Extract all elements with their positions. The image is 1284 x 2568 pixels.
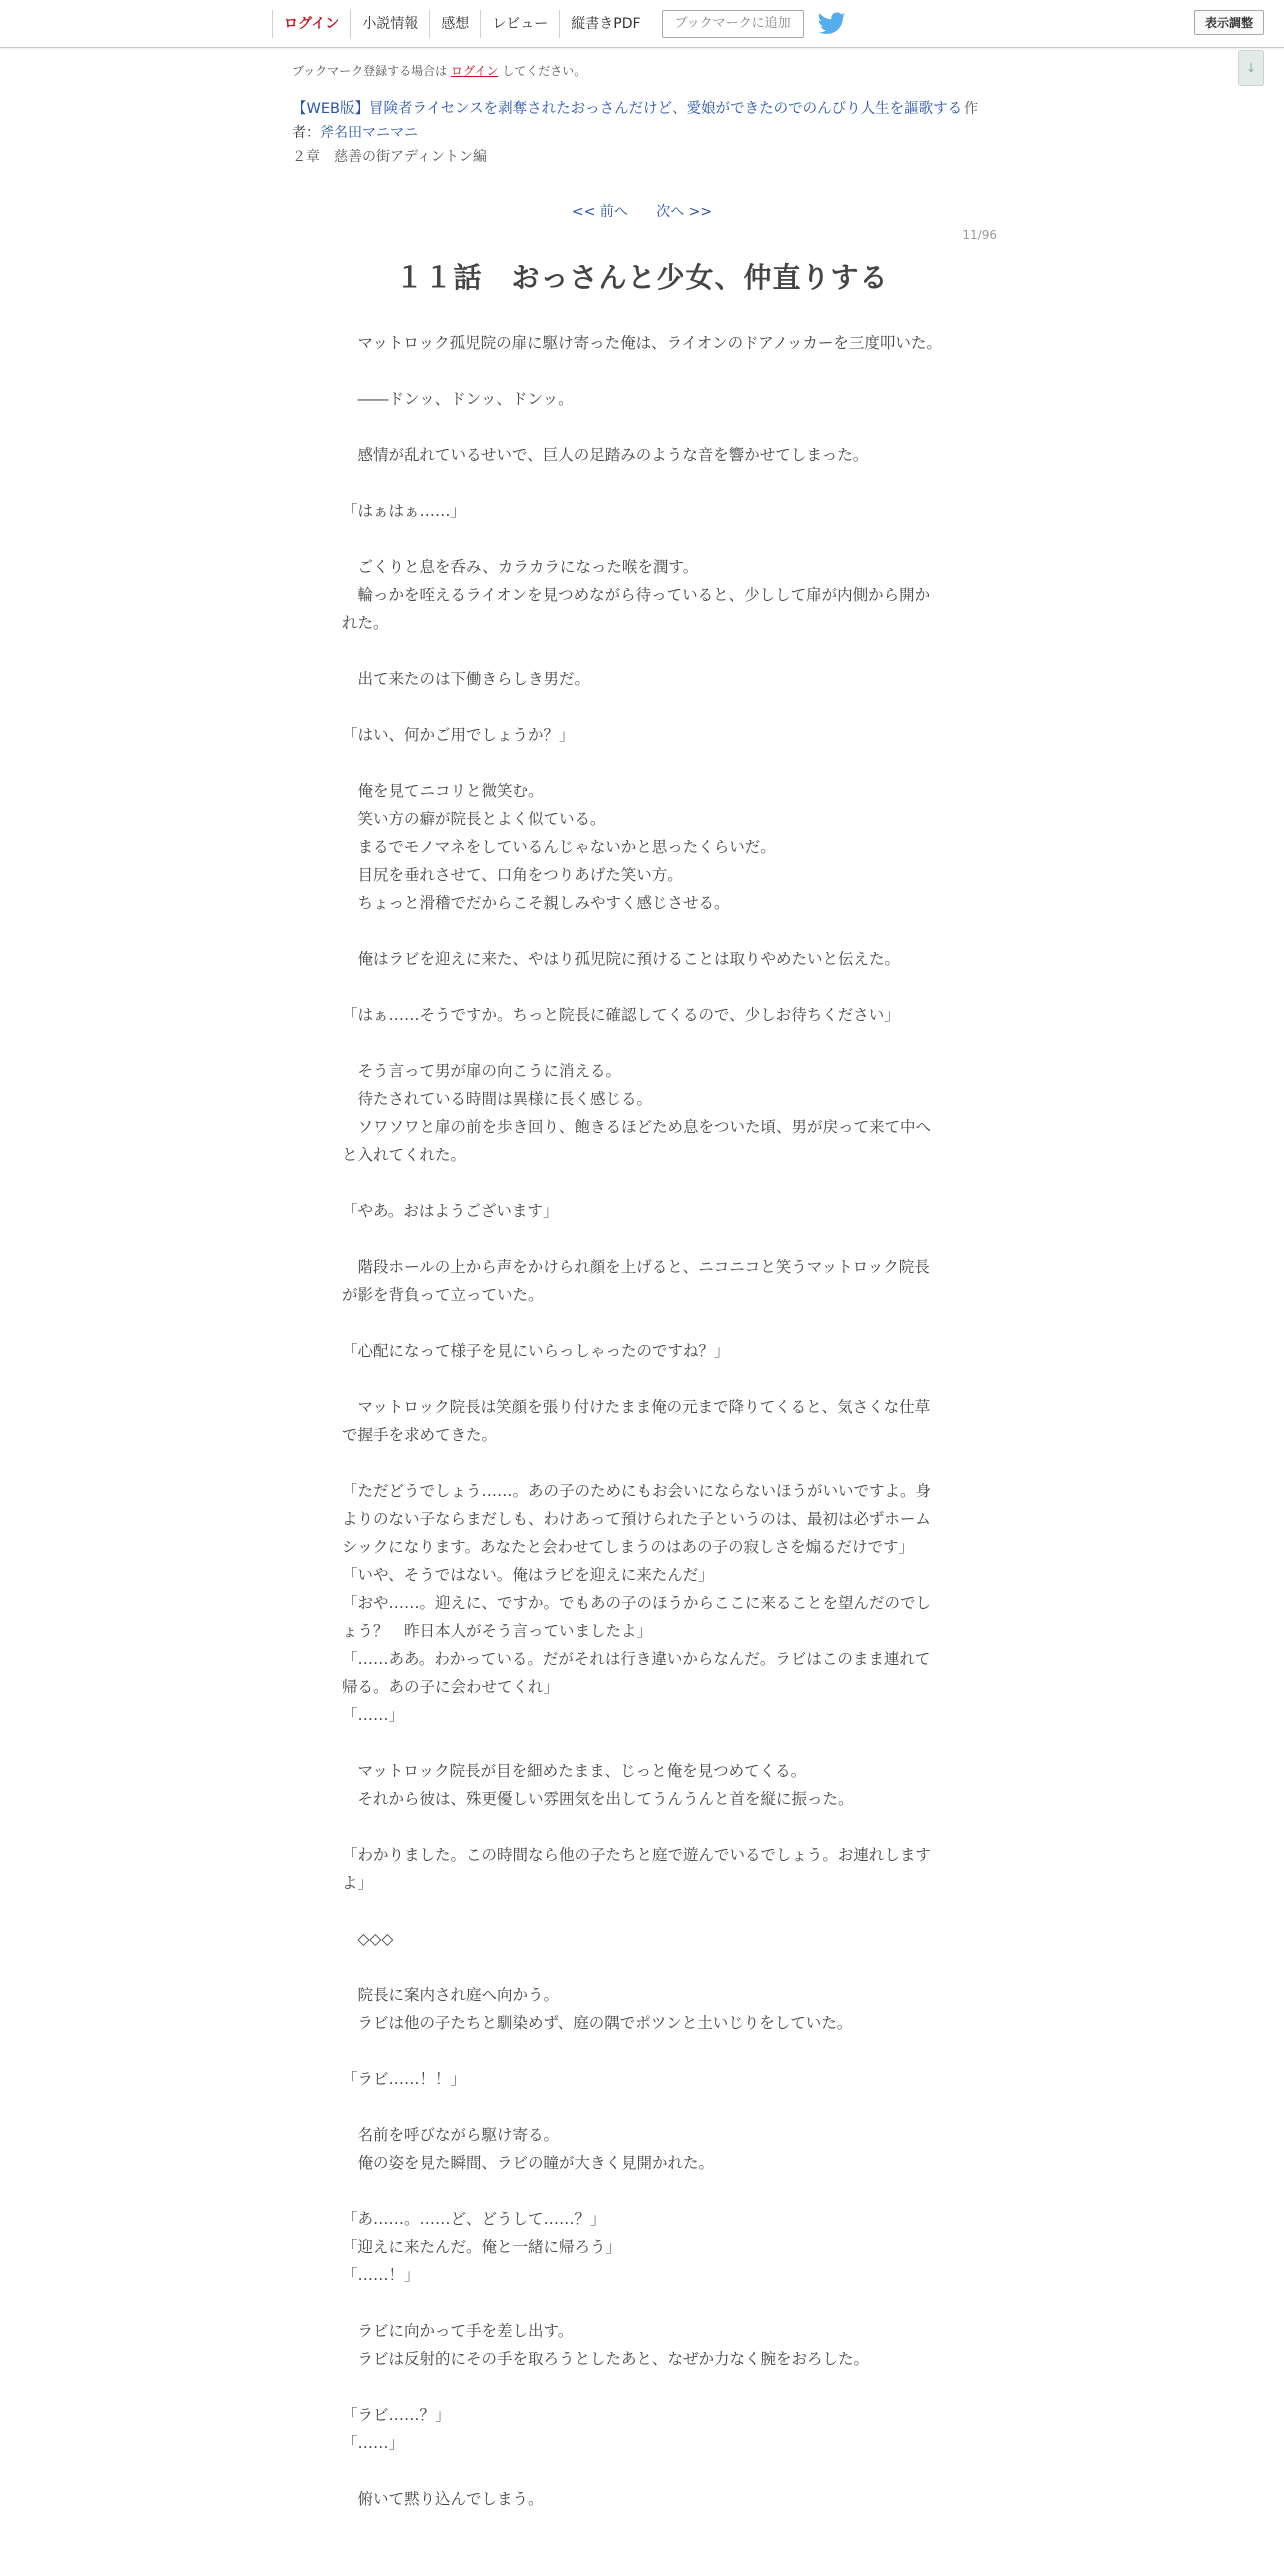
body-paragraph: [342, 2037, 942, 2065]
body-paragraph: 「心配になって様子を見にいらっしゃったのですね？」: [342, 1342, 730, 1360]
bookmark-button[interactable]: ブックマークに追加: [662, 10, 804, 38]
body-paragraph: ごくりと息を呑み、カラカラになった喉を潤す。: [342, 558, 699, 576]
body-paragraph: 「……ああ。わかっている。だがそれは行き違いからなんだ。ラビはこのまま連れて帰る。あの子に会わせてくれ」: [342, 1650, 931, 1696]
body-paragraph: ラビに向かって手を差し出す。: [342, 2322, 574, 2340]
body-paragraph: マットロック院長が目を細めたまま、じっと俺を見つめてくる。: [342, 1762, 807, 1780]
body-paragraph: [342, 2177, 942, 2205]
twitter-bird-icon[interactable]: [818, 12, 846, 36]
body-paragraph: 「……！」: [342, 2266, 420, 2284]
body-paragraph: 「はい、何かご用でしょうか？」: [342, 726, 575, 744]
author-link[interactable]: 斧名田マニマニ: [320, 125, 418, 141]
body-paragraph: 俺はラビを迎えに来た、やはり孤児院に預けることは取りやめたいと伝えた。: [342, 950, 901, 968]
body-paragraph: 「いや、そうではない。俺はラビを迎えに来たんだ」: [342, 1566, 714, 1584]
body-paragraph: [342, 1225, 942, 1253]
body-paragraph: [342, 693, 942, 721]
body-paragraph: 「はぁはぁ……」: [342, 502, 467, 520]
body-paragraph: まるでモノマネをしているんじゃないかと思ったくらいだ。: [342, 838, 776, 856]
prev-episode-link[interactable]: << 前へ: [571, 204, 628, 220]
body-paragraph: ラビは他の子たちと馴染めず、庭の隅でポツンと土いじりをしていた。: [342, 2014, 853, 2032]
body-paragraph: 階段ホールの上から声をかけられ顔を上げると、ニコニコと笑うマットロック院長が影を背負って立っていた。: [342, 1258, 930, 1304]
bookmark-login-notice: [292, 62, 586, 79]
nav-list: [272, 8, 846, 40]
body-paragraph: [342, 973, 942, 1001]
body-paragraph: 「やあ。おはようございます」: [342, 1202, 559, 1220]
body-paragraph: 俺の姿を見た瞬間、ラビの瞳が大きく見開かれた。: [342, 2154, 715, 2172]
next-episode-link[interactable]: 次へ >>: [656, 204, 713, 220]
body-paragraph: 「わかりました。この時間なら他の子たちと庭で遊んでいるでしょう。お連れしますよ」: [342, 1846, 931, 1892]
notice-login-link[interactable]: ログイン: [450, 64, 499, 78]
nav-login-link[interactable]: ログイン: [272, 10, 350, 38]
body-paragraph: [342, 1813, 942, 1841]
body-paragraph: ◇◇◇: [342, 1930, 394, 1948]
body-paragraph: 俺を見てニコリと微笑む。: [342, 782, 544, 800]
body-paragraph: 「ラビ……！！」: [342, 2070, 467, 2088]
body-paragraph: マットロック孤児院の扉に駆け寄った俺は、ライオンのドアノッカーを三度叩いた。: [342, 334, 942, 352]
body-paragraph: そう言って男が扉の向こうに消える。: [342, 1062, 622, 1080]
body-paragraph: ラビは反射的にその手を取ろうとしたあと、なぜか力なく腕をおろした。: [342, 2350, 870, 2368]
body-paragraph: [342, 1953, 942, 1981]
body-paragraph: [342, 917, 942, 945]
body-paragraph: ちょっと滑稽でだからこそ親しみやすく感じさせる。: [342, 894, 730, 912]
episode-count: 11/96: [962, 228, 997, 242]
body-paragraph: 俯いて黙り込んでしまう。: [342, 2490, 544, 2508]
body-paragraph: [342, 2093, 942, 2121]
body-paragraph: [342, 357, 942, 385]
body-paragraph: 笑い方の癖が院長とよく似ている。: [342, 810, 606, 828]
episode-pager: [0, 201, 1284, 221]
body-paragraph: 目尻を垂れさせて、口角をつりあげた笑い方。: [342, 866, 683, 884]
body-paragraph: 「ラビ……？」: [342, 2406, 451, 2424]
body-paragraph: [342, 2457, 942, 2485]
top-nav-bar: [0, 0, 1284, 48]
nav-vertical-pdf-link[interactable]: 縦書きPDF: [559, 10, 651, 38]
body-paragraph: [342, 413, 942, 441]
body-paragraph: [342, 1029, 942, 1057]
body-paragraph: [342, 637, 942, 665]
body-paragraph: [342, 1169, 942, 1197]
nav-impressions-link[interactable]: 感想: [429, 10, 480, 38]
body-paragraph: [342, 1449, 942, 1477]
body-paragraph: [342, 749, 942, 777]
body-paragraph: [342, 1897, 942, 1925]
body-paragraph: 「あ……。……ど、どうして……？」: [342, 2210, 606, 2228]
body-paragraph: 「迎えに来たんだ。俺と一緒に帰ろう」: [342, 2238, 622, 2256]
body-paragraph: 出て来たのは下働きらしき男だ。: [342, 670, 591, 688]
episode-body: [342, 329, 942, 2513]
body-paragraph: 「ただどうでしょう……。あの子のためにもお会いにならないほうがいいですよ。身よりのない子ならまだしも、わけあって預けられた子というのは、最初は必ずホームシックになります。あなたと会わせてしまうのはあの子の寂しさを煽るだけです」: [342, 1482, 932, 1556]
body-paragraph: 「……」: [342, 2434, 405, 2452]
novel-title-link[interactable]: 【WEB版】冒険者ライセンスを剥奪されたおっさんだけど、愛娘ができたのでのんびり人生を謳歌する: [292, 101, 963, 117]
body-paragraph: 「……」: [342, 1706, 405, 1724]
scroll-down-tab[interactable]: ↓: [1238, 50, 1264, 86]
author-line: [292, 121, 418, 145]
nav-novel-info-link[interactable]: 小説情報: [350, 10, 429, 38]
body-paragraph: 待たされている時間は異様に長く感じる。: [342, 1090, 653, 1108]
body-paragraph: [342, 1729, 942, 1757]
body-paragraph: 「はぁ……そうですか。ちっと院長に確認してくるので、少しお待ちください」: [342, 1006, 900, 1024]
nav-review-link[interactable]: レビュー: [480, 10, 559, 38]
body-paragraph: 院長に案内され庭へ向かう。: [342, 1986, 560, 2004]
body-paragraph: マットロック院長は笑顔を張り付けたまま俺の元まで降りてくると、気さくな仕草で握手を求めてきた。: [342, 1398, 931, 1444]
chapter-title: ２章 慈善の街アディントン編: [292, 149, 487, 165]
body-paragraph: [342, 1365, 942, 1393]
body-paragraph: [342, 2373, 942, 2401]
body-paragraph: [342, 2289, 942, 2317]
body-paragraph: 輪っかを咥えるライオンを見つめながら待っていると、少しして扉が内側から開かれた。: [342, 586, 931, 632]
body-paragraph: ソワソワと扉の前を歩き回り、飽きるほどため息をついた頃、男が戻って来て中へと入れてくれた。: [342, 1118, 932, 1164]
body-paragraph: それから彼は、殊更優しい雰囲気を出してうんうんと首を縦に振った。: [342, 1790, 854, 1808]
body-paragraph: ――ドンッ、ドンッ、ドンッ。: [342, 390, 574, 408]
author-label-part: 作: [964, 101, 978, 117]
body-paragraph: [342, 1309, 942, 1337]
notice-text-before: ブックマーク登録する場合は: [292, 64, 451, 78]
display-settings-button[interactable]: 表示調整: [1194, 10, 1264, 35]
episode-title: １１話 おっさんと少女、仲直りする: [395, 261, 889, 294]
notice-text-after: してください。: [498, 64, 587, 78]
body-paragraph: 「おや……。迎えに、ですか。でもあの子のほうからここに来ることを望んだのでしょう？ 昨日本人がそう言っていましたよ」: [342, 1594, 932, 1640]
body-paragraph: 名前を呼びながら駆け寄る。: [342, 2126, 560, 2144]
body-paragraph: [342, 469, 942, 497]
author-label: 者：: [292, 125, 320, 141]
body-paragraph: 感情が乱れているせいで、巨人の足踏みのような音を響かせてしまった。: [342, 446, 869, 464]
body-paragraph: [342, 525, 942, 553]
